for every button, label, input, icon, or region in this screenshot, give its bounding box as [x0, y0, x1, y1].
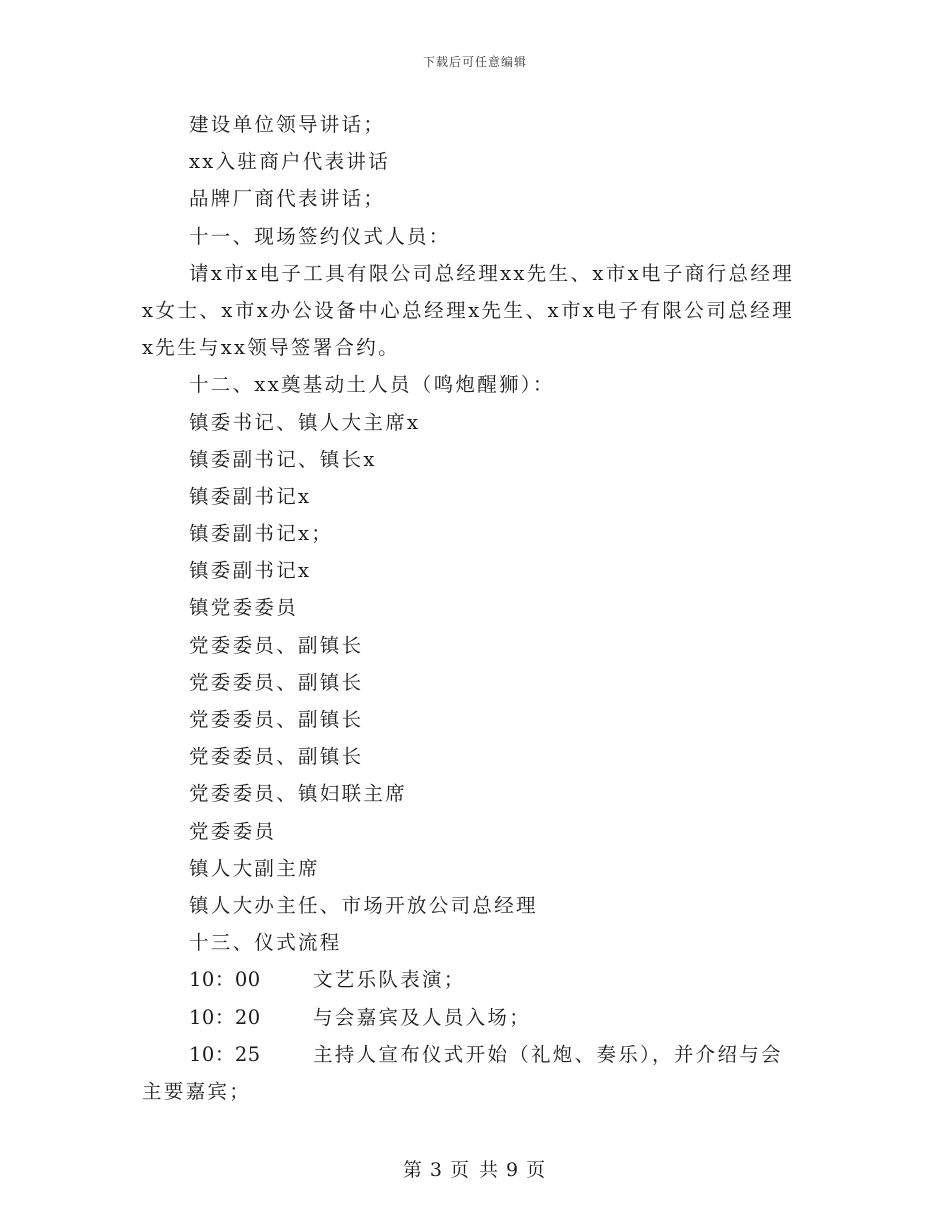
- schedule-item: [142, 961, 794, 998]
- page-footer: [0, 1155, 950, 1182]
- text-line: xx入驻商户代表讲话: [189, 150, 390, 174]
- footer-prefix: 第: [402, 1159, 424, 1181]
- current-page-number: 3: [429, 1159, 444, 1181]
- text-line: 镇委副书记、镇长x: [189, 447, 377, 471]
- schedule-text: 文艺乐队表演；: [313, 968, 466, 992]
- schedule-time: 10：25: [189, 1042, 261, 1066]
- text-line: 镇委副书记x: [189, 559, 312, 583]
- schedule-item: [142, 999, 794, 1036]
- total-page-count: 9: [506, 1159, 521, 1181]
- text-line: 镇党委委员: [189, 596, 299, 620]
- text-line: 党委委员、镇妇联主席: [189, 782, 408, 806]
- schedule-item: [142, 1036, 794, 1110]
- section-heading-13: 十三、仪式流程: [189, 931, 342, 955]
- text-line: 党委委员: [189, 819, 277, 843]
- text-line: 镇人大副主席: [189, 856, 320, 880]
- footer-suffix: 页: [526, 1159, 548, 1181]
- text-line: 建设单位领导讲话；: [189, 113, 386, 136]
- text-line: 党委委员、副镇长: [189, 633, 364, 657]
- document-body: [142, 106, 794, 1110]
- text-line: 党委委员、副镇长: [189, 670, 364, 694]
- footer-middle: 页 共: [449, 1159, 501, 1181]
- text-line: 党委委员、副镇长: [189, 745, 364, 769]
- schedule-time: 10：20: [189, 1005, 261, 1029]
- text-line: 镇委副书记x；: [189, 522, 334, 546]
- signing-paragraph: 请x市x电子工具有限公司总经理xx先生、x市x电子商行总经理x女士、x市x办公设备中心总经理x先生、x市x电子有限公司总经理x先生与xx领导签署合约。: [142, 261, 794, 360]
- section-heading-12: 十二、xx奠基动土人员（鸣炮醒狮）：: [189, 373, 555, 397]
- schedule-text: 主持人宣布仪式开始（礼炮、奏乐），并介绍与会主要嘉宾；: [142, 1042, 783, 1103]
- page-header: 下载后可任意编辑: [422, 55, 527, 69]
- text-line: 党委委员、副镇长: [189, 708, 364, 732]
- schedule-time: 10：00: [189, 968, 261, 992]
- text-line: 镇委书记、镇人大主席x: [189, 410, 421, 434]
- schedule-text: 与会嘉宾及人员入场；: [313, 1005, 532, 1029]
- text-line: 镇委副书记x: [189, 484, 312, 508]
- text-line: 品牌厂商代表讲话；: [189, 187, 386, 211]
- section-heading-11: 十一、现场签约仪式人员：: [189, 224, 451, 248]
- text-line: 镇人大办主任、市场开放公司总经理: [189, 893, 538, 917]
